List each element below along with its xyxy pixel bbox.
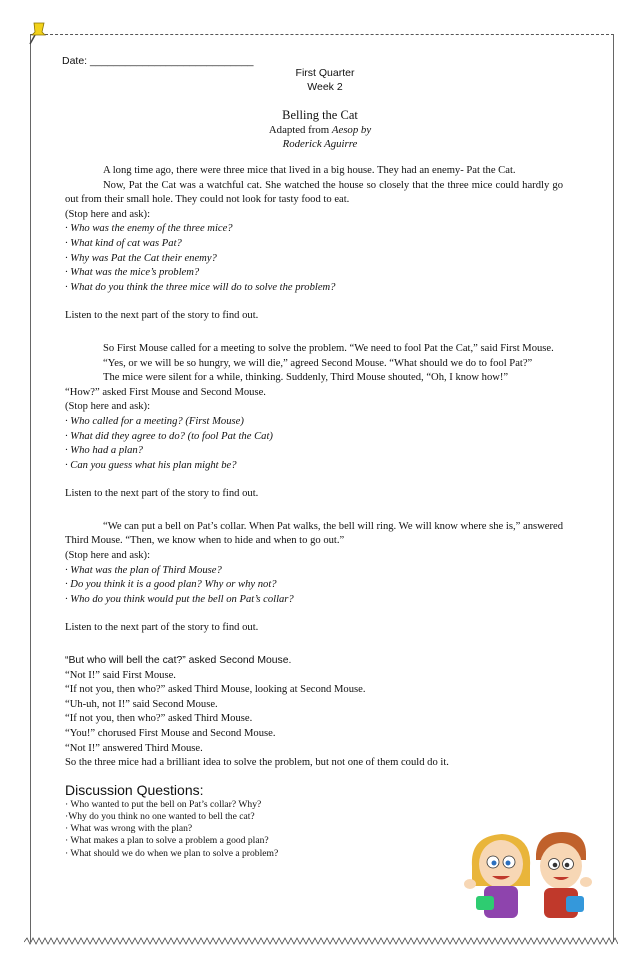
- dialogue-line: So the three mice had a brilliant idea to solve the problem, but not one of them could do it.: [65, 757, 449, 769]
- question-item: · Can you guess what his plan might be?: [65, 459, 237, 471]
- question-item: · Who was the enemy of the three mice?: [65, 223, 233, 235]
- story-paragraph: Now, Pat the Cat was a watchful cat. She watched the house so closely that the three mice could hardly go out from their small hole. They could not look for tasty food to eat.: [65, 179, 563, 206]
- story-paragraph: “Yes, or we will be so hungry, we will die,” agreed Second Mouse. “What should we do to fool Pat?”: [103, 357, 533, 369]
- question-item: · Do you think it is a good plan? Why or why not?: [65, 579, 277, 591]
- question-item: · Why was Pat the Cat their enemy?: [65, 252, 217, 264]
- stop-prompt: (Stop here and ask):: [65, 208, 151, 220]
- stop-prompt: (Stop here and ask):: [65, 550, 151, 562]
- adaptation-line: [210, 123, 430, 137]
- date-line: Date: ____________________________: [62, 55, 254, 67]
- discussion-question: · Who wanted to put the bell on Pat’s collar? Why?: [65, 798, 262, 810]
- dialogue-line: “Not I!” said First Mouse.: [65, 669, 176, 681]
- adapted-prefix: Adapted from: [268, 124, 332, 136]
- stop-prompt: (Stop here and ask):: [65, 401, 151, 413]
- discussion-question: · What should we do when we plan to solve a problem?: [65, 847, 279, 859]
- dialogue-line: “You!” chorused First Mouse and Second Mouse.: [65, 728, 276, 739]
- question-item: · Who had a plan?: [65, 445, 143, 457]
- question-item: · What was the mice’s problem?: [65, 267, 200, 279]
- page-border-right: [613, 34, 614, 942]
- page-border-top: [30, 34, 614, 35]
- quarter-label: First Quarter: [295, 67, 355, 79]
- dialogue-line: “Not I!” answered Third Mouse.: [65, 742, 203, 754]
- listen-prompt: Listen to the next part of the story to find out.: [65, 622, 259, 634]
- story-body: [65, 164, 563, 860]
- dialogue-line: “Uh-uh, not I!” said Second Mouse.: [65, 698, 218, 710]
- author-line: Roderick Aguirre: [282, 138, 358, 150]
- reading-kids-illustration: [462, 826, 592, 926]
- title-block: [210, 107, 430, 151]
- question-item: · What kind of cat was Pat?: [65, 237, 182, 249]
- question-item: · Who called for a meeting? (First Mouse): [65, 415, 244, 427]
- page-border-left: [30, 34, 31, 942]
- listen-prompt: Listen to the next part of the story to find out.: [65, 310, 259, 322]
- question-item: · What do you think the three mice will do to solve the problem?: [65, 281, 336, 293]
- dialogue-line: “If not you, then who?” asked Third Mouse, looking at Second Mouse.: [65, 684, 366, 696]
- dialogue-line: “If not you, then who?” asked Third Mouse.: [65, 713, 253, 725]
- adapted-source: Aesop by: [331, 124, 372, 136]
- story-title: Belling the Cat: [282, 108, 358, 122]
- story-paragraph: The mice were silent for a while, thinking. Suddenly, Third Mouse shouted, “Oh, I know how!”: [103, 372, 509, 384]
- story-paragraph: “We can put a bell on Pat’s collar. When Pat walks, the bell will ring. We will know where she is,” answered Third Mouse. “Then, we know when to hide and when to go out.”: [65, 520, 563, 547]
- story-paragraph: “How?” asked First Mouse and Second Mouse.: [65, 386, 266, 398]
- question-item: · What did they agree to do? (to fool Pat the Cat): [65, 430, 273, 442]
- discussion-title: Discussion Questions:: [65, 781, 204, 798]
- story-paragraph: So First Mouse called for a meeting to solve the problem. “We need to fool Pat the Cat,” said First Mouse.: [103, 342, 554, 354]
- story-paragraph: A long time ago, there were three mice that lived in a big house. They had an enemy- Pat the Cat.: [103, 165, 516, 176]
- discussion-question: · What was wrong with the plan?: [65, 823, 193, 835]
- question-item: · What was the plan of Third Mouse?: [65, 564, 222, 576]
- wavy-border-bottom: [24, 936, 618, 950]
- question-item: · Who do you think would put the bell on Pat’s collar?: [65, 593, 294, 605]
- pushpin-icon: [24, 20, 48, 46]
- discussion-question: · What makes a plan to solve a problem a good plan?: [65, 835, 269, 847]
- quarter-heading: [250, 66, 400, 94]
- discussion-question: ·Why do you think no one wanted to bell the cat?: [65, 810, 255, 822]
- dialogue-line: “But who will bell the cat?” asked Second Mouse.: [65, 655, 292, 667]
- week-label: Week 2: [307, 81, 343, 93]
- listen-prompt: Listen to the next part of the story to find out.: [65, 488, 259, 500]
